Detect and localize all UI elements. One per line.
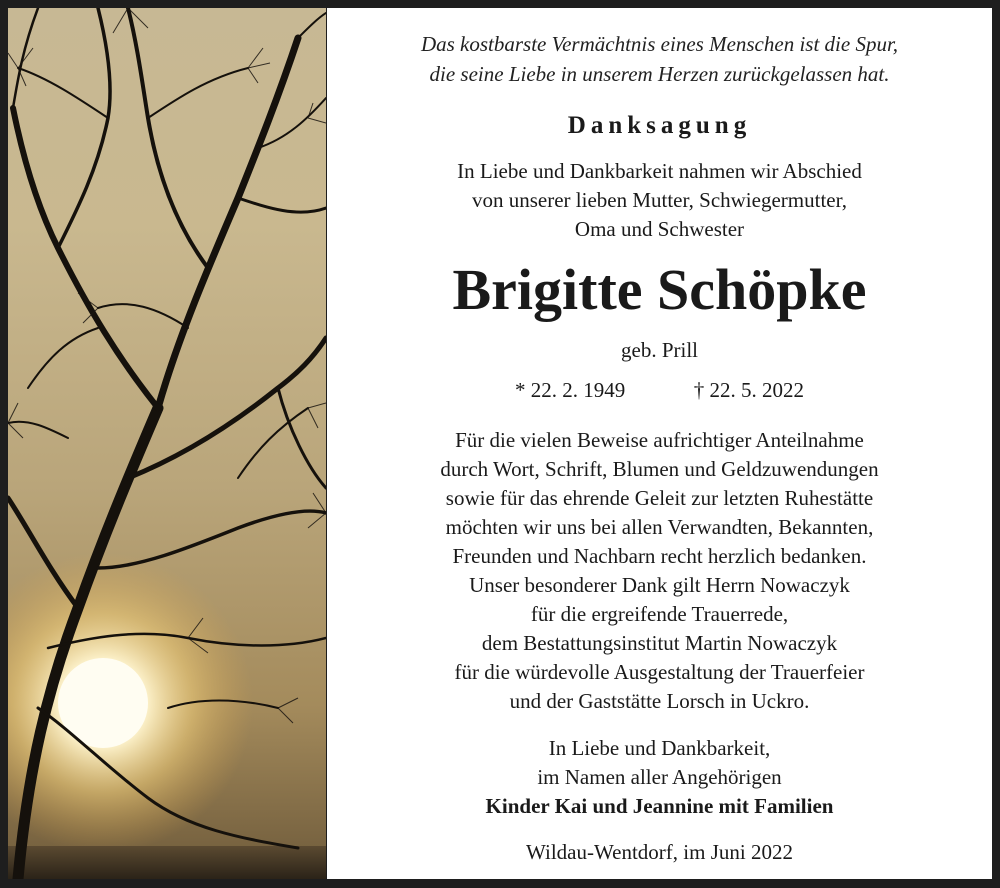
- intro-line-3: Oma und Schwester: [574, 217, 745, 241]
- deceased-name: Brigitte Schöpke: [452, 257, 867, 322]
- body-line-9: für die würdevolle Ausgestaltung der Trauerfeier: [454, 660, 865, 684]
- place-and-date: Wildau-Wentdorf, im Juni 2022: [526, 840, 793, 864]
- body-line-3: sowie für das ehrende Geleit zur letzten Ruhestätte: [445, 486, 874, 510]
- birth-name: geb. Prill: [621, 338, 698, 362]
- body-line-1: Für die vielen Beweise aufrichtiger Anteilnahme: [455, 428, 864, 452]
- intro-line-1: In Liebe und Dankbarkeit nahmen wir Abschied: [457, 159, 862, 183]
- tree-sunset-photo: [8, 8, 326, 879]
- obituary-text-panel: [327, 8, 992, 879]
- heading-danksagung: Danksagung: [567, 112, 752, 139]
- body-line-5: Freunden und Nachbarn recht herzlich bedanken.: [452, 544, 867, 568]
- closing-line-1: In Liebe und Dankbarkeit,: [548, 736, 771, 760]
- body-line-7: für die ergreifende Trauerrede,: [530, 602, 789, 626]
- death-date: † 22. 5. 2022: [693, 378, 804, 402]
- motto-line-1: Das kostbarste Vermächtnis eines Menschen ist die Spur,: [420, 32, 899, 56]
- signature-family: Kinder Kai und Jeannine mit Familien: [485, 794, 834, 818]
- ground: [8, 846, 326, 879]
- body-line-2: durch Wort, Schrift, Blumen und Geldzuwendungen: [440, 457, 879, 481]
- body-line-10: und der Gaststätte Lorsch in Uckro.: [509, 689, 810, 713]
- birth-date: * 22. 2. 1949: [515, 378, 626, 402]
- body-line-6: Unser besonderer Dank gilt Herrn Nowaczyk: [469, 573, 850, 597]
- motto-line-2: die seine Liebe in unserem Herzen zurückgelassen hat.: [429, 62, 890, 86]
- body-line-4: möchten wir uns bei allen Verwandten, Bekannten,: [445, 515, 874, 539]
- body-line-8: dem Bestattungsinstitut Martin Nowaczyk: [481, 631, 838, 655]
- intro-line-2: von unserer lieben Mutter, Schwiegermutter,: [471, 188, 848, 212]
- life-dates: [327, 378, 992, 403]
- closing-line-2: im Namen aller Angehörigen: [537, 765, 782, 789]
- bare-tree-silhouette: [8, 8, 326, 879]
